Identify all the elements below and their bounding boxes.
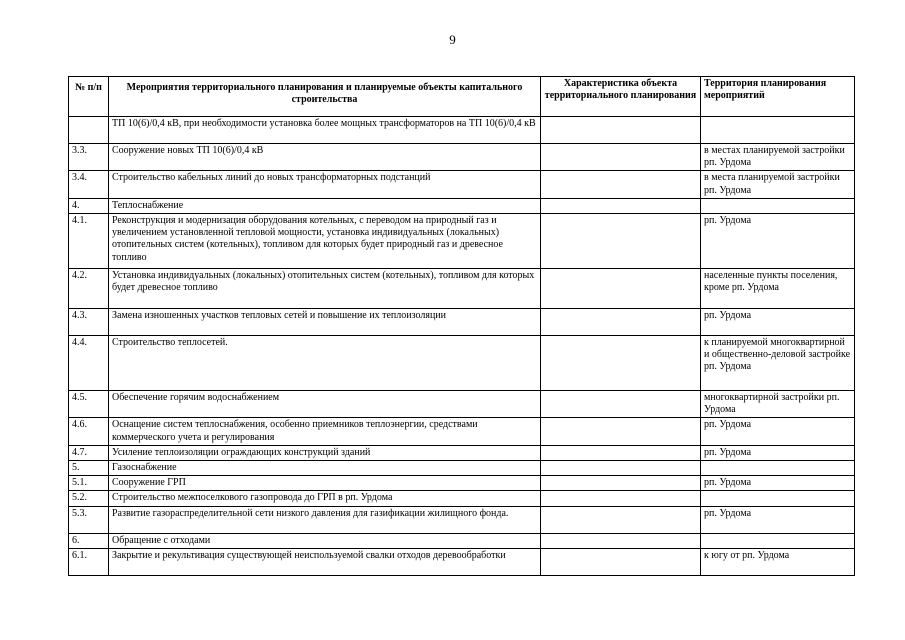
measure-cell: ТП 10(6)/0,4 кВ, при необходимости установка более мощных трансформаторов на ТП 10(6)/0,4 кВ [109, 117, 541, 144]
row-number-cell: 3.4. [69, 171, 109, 198]
territory-cell [701, 491, 855, 506]
table-row [69, 214, 855, 269]
characteristic-cell [541, 418, 701, 445]
measure-cell: Усиление теплоизоляции ограждающих конструкций зданий [109, 445, 541, 460]
characteristic-cell [541, 491, 701, 506]
territory-cell [701, 117, 855, 144]
territory-cell: в местах планируемой застройки рп. Урдома [701, 144, 855, 171]
table-row [69, 476, 855, 491]
header-territory: Территория планирования мероприятий [701, 77, 855, 117]
header-characteristic: Характеристика объекта территориального планирования [541, 77, 701, 117]
table-row [69, 391, 855, 418]
row-number-cell: 4.4. [69, 336, 109, 391]
measure-cell: Оснащение систем теплоснабжения, особенно приемников теплоэнергии, средствами коммерческого учета и регулирования [109, 418, 541, 445]
territory-cell [701, 198, 855, 213]
measure-cell: Строительство теплосетей. [109, 336, 541, 391]
measure-cell: Сооружение новых ТП 10(6)/0,4 кВ [109, 144, 541, 171]
characteristic-cell [541, 548, 701, 575]
row-number-cell: 3.3. [69, 144, 109, 171]
row-number-cell: 4. [69, 198, 109, 213]
row-number-cell: 6.1. [69, 548, 109, 575]
characteristic-cell [541, 445, 701, 460]
territory-cell: к югу от рп. Урдома [701, 548, 855, 575]
characteristic-cell [541, 533, 701, 548]
row-number-cell: 4.6. [69, 418, 109, 445]
header-measure: Мероприятия территориального планирования и планируемые объекты капитального строительства [109, 77, 541, 117]
territory-cell: рп. Урдома [701, 214, 855, 269]
row-number-cell: 4.3. [69, 309, 109, 336]
measure-cell: Теплоснабжение [109, 198, 541, 213]
characteristic-cell [541, 506, 701, 533]
characteristic-cell [541, 476, 701, 491]
characteristic-cell [541, 171, 701, 198]
measures-table [68, 76, 855, 576]
row-number-cell: 4.2. [69, 269, 109, 309]
table-row [69, 269, 855, 309]
table-row [69, 418, 855, 445]
row-number-cell: 4.1. [69, 214, 109, 269]
characteristic-cell [541, 144, 701, 171]
characteristic-cell [541, 269, 701, 309]
table-row [69, 548, 855, 575]
row-number-cell: 5. [69, 461, 109, 476]
measure-cell: Газоснабжение [109, 461, 541, 476]
measure-cell: Замена изношенных участков тепловых сетей и повышение их теплоизоляции [109, 309, 541, 336]
page-number: 9 [449, 32, 456, 47]
section-row [69, 533, 855, 548]
territory-cell [701, 533, 855, 548]
measure-cell: Строительство межпоселкового газопровода до ГРП в рп. Урдома [109, 491, 541, 506]
territory-cell: рп. Урдома [701, 445, 855, 460]
characteristic-cell [541, 309, 701, 336]
table-row [69, 491, 855, 506]
territory-cell: рп. Урдома [701, 309, 855, 336]
measure-cell: Установка индивидуальных (локальных) отопительных систем (котельных), топливом для которых будет древесное топливо [109, 269, 541, 309]
section-row [69, 461, 855, 476]
row-number-cell: 5.2. [69, 491, 109, 506]
characteristic-cell [541, 214, 701, 269]
section-row [69, 198, 855, 213]
territory-cell: рп. Урдома [701, 506, 855, 533]
table-row [69, 144, 855, 171]
measure-cell: Строительство кабельных линий до новых трансформаторных подстанций [109, 171, 541, 198]
territory-cell: к планируемой многоквартирной и общественно-деловой застройке рп. Урдома [701, 336, 855, 391]
measure-cell: Развитие газораспределительной сети низкого давления для газификации жилищного фонда. [109, 506, 541, 533]
characteristic-cell [541, 461, 701, 476]
row-number-cell [69, 117, 109, 144]
row-number-cell: 4.5. [69, 391, 109, 418]
territory-cell [701, 461, 855, 476]
row-number-cell: 4.7. [69, 445, 109, 460]
table-row [69, 171, 855, 198]
row-number-cell: 5.3. [69, 506, 109, 533]
table-row [69, 506, 855, 533]
territory-cell: рп. Урдома [701, 476, 855, 491]
territory-cell: в места планируемой застройки рп. Урдома [701, 171, 855, 198]
header-number: № п/п [69, 77, 109, 117]
measure-cell: Обеспечение горячим водоснабжением [109, 391, 541, 418]
row-number-cell: 6. [69, 533, 109, 548]
row-number-cell: 5.1. [69, 476, 109, 491]
table-row [69, 445, 855, 460]
characteristic-cell [541, 198, 701, 213]
characteristic-cell [541, 336, 701, 391]
measure-cell: Реконструкция и модернизация оборудования котельных, с переводом на природный газ и увеличением установленной тепловой мощности, установка индивидуальных (локальных) отопительных систем (котельных), топливом для которых будет природный газ и древесное топливо [109, 214, 541, 269]
territory-cell: многоквартирной застройки рп. Урдома [701, 391, 855, 418]
measure-cell: Закрытие и рекультивация существующей неиспользуемой свалки отходов деревообработки [109, 548, 541, 575]
table-header-row [69, 77, 855, 117]
table-row [69, 309, 855, 336]
characteristic-cell [541, 391, 701, 418]
table-row [69, 336, 855, 391]
measure-cell: Сооружение ГРП [109, 476, 541, 491]
measure-cell: Обращение с отходами [109, 533, 541, 548]
table-row [69, 117, 855, 144]
characteristic-cell [541, 117, 701, 144]
territory-cell: населенные пункты поселения, кроме рп. Урдома [701, 269, 855, 309]
table-body [69, 117, 855, 576]
territory-cell: рп. Урдома [701, 418, 855, 445]
